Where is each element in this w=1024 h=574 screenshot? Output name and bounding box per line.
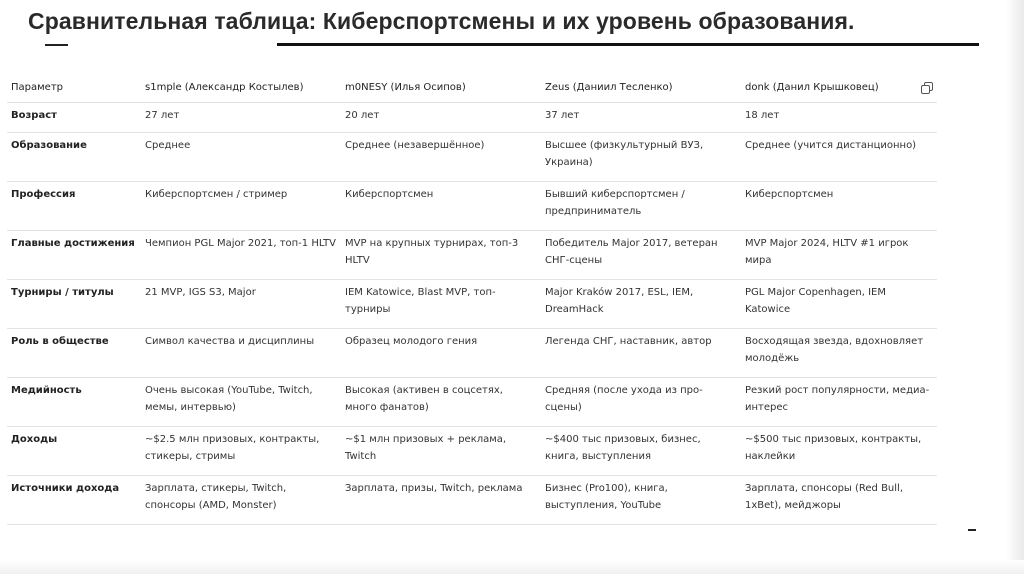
table-cell: ~$1 млн призовых + реклама, Twitch bbox=[341, 427, 541, 476]
table-cell: Зарплата, стикеры, Twitch, спонсоры (AMD, Monster) bbox=[141, 476, 341, 525]
slide-dash-mark bbox=[968, 529, 976, 531]
table-row bbox=[7, 231, 937, 280]
title-underline-right bbox=[277, 43, 979, 46]
table-cell: Киберспортсмен / стример bbox=[141, 182, 341, 231]
table-cell: 37 лет bbox=[541, 103, 741, 133]
slide-title: Сравнительная таблица: Киберспортсмены и их уровень образования. bbox=[28, 8, 855, 34]
table-cell: Легенда СНГ, наставник, автор bbox=[541, 329, 741, 378]
table-cell: Среднее bbox=[141, 133, 341, 182]
table-cell: Среднее (незавершённое) bbox=[341, 133, 541, 182]
table-cell: Высшее (физкультурный ВУЗ, Украина) bbox=[541, 133, 741, 182]
table-cell: 20 лет bbox=[341, 103, 541, 133]
header-cell bbox=[741, 75, 937, 103]
header-cell: Параметр bbox=[7, 75, 141, 103]
param-cell: Возраст bbox=[7, 103, 141, 133]
table-cell: Образец молодого гения bbox=[341, 329, 541, 378]
table-cell: Очень высокая (YouTube, Twitch, мемы, интервью) bbox=[141, 378, 341, 427]
table-row bbox=[7, 182, 937, 231]
table-row bbox=[7, 133, 937, 182]
table-cell: ~$400 тыс призовых, бизнес, книга, выступления bbox=[541, 427, 741, 476]
table-cell: Восходящая звезда, вдохновляет молодёжь bbox=[741, 329, 937, 378]
param-cell: Главные достижения bbox=[7, 231, 141, 280]
copy-icon[interactable] bbox=[921, 82, 933, 101]
table-cell: Бывший киберспортсмен / предприниматель bbox=[541, 182, 741, 231]
header-cell: s1mple (Александр Костылев) bbox=[141, 75, 341, 103]
table-row bbox=[7, 329, 937, 378]
table-row bbox=[7, 280, 937, 329]
table-cell: Чемпион PGL Major 2021, топ-1 HLTV bbox=[141, 231, 341, 280]
table-cell: Высокая (активен в соцсетях, много фанатов) bbox=[341, 378, 541, 427]
table-cell: Киберспортсмен bbox=[741, 182, 937, 231]
table-cell: Резкий рост популярности, медиа-интерес bbox=[741, 378, 937, 427]
param-cell: Роль в обществе bbox=[7, 329, 141, 378]
param-cell: Доходы bbox=[7, 427, 141, 476]
table-cell: ~$2.5 млн призовых, контракты, стикеры, стримы bbox=[141, 427, 341, 476]
table-cell: Победитель Major 2017, ветеран СНГ-сцены bbox=[541, 231, 741, 280]
table-cell: Символ качества и дисциплины bbox=[141, 329, 341, 378]
table-cell: Бизнес (Pro100), книга, выступления, YouTube bbox=[541, 476, 741, 525]
table-cell: Major Kraków 2017, ESL, IEM, DreamHack bbox=[541, 280, 741, 329]
table-cell: IEM Katowice, Blast MVP, топ-турниры bbox=[341, 280, 541, 329]
table-header-row bbox=[7, 75, 937, 103]
table-row bbox=[7, 378, 937, 427]
table-cell: PGL Major Copenhagen, IEM Katowice bbox=[741, 280, 937, 329]
table-cell: MVP на крупных турнирах, топ-3 HLTV bbox=[341, 231, 541, 280]
table-cell: ~$500 тыс призовых, контракты, наклейки bbox=[741, 427, 937, 476]
table-cell: Зарплата, призы, Twitch, реклама bbox=[341, 476, 541, 525]
param-cell: Образование bbox=[7, 133, 141, 182]
table-cell: 18 лет bbox=[741, 103, 937, 133]
table-row bbox=[7, 103, 937, 133]
table-row bbox=[7, 476, 937, 525]
table-cell: MVP Major 2024, HLTV #1 игрок мира bbox=[741, 231, 937, 280]
table-cell: 27 лет bbox=[141, 103, 341, 133]
slide-edge-shadow bbox=[1006, 0, 1024, 574]
header-cell-label: donk (Данил Крышковец) bbox=[745, 82, 879, 93]
table-cell: Средняя (после ухода из про-сцены) bbox=[541, 378, 741, 427]
table-row bbox=[7, 427, 937, 476]
title-underline-left bbox=[45, 44, 68, 46]
param-cell: Профессия bbox=[7, 182, 141, 231]
param-cell: Медийность bbox=[7, 378, 141, 427]
comparison-table bbox=[7, 75, 937, 525]
table-cell: Зарплата, спонсоры (Red Bull, 1xBet), мейджоры bbox=[741, 476, 937, 525]
table-cell: Киберспортсмен bbox=[341, 182, 541, 231]
slide-bottom-shadow bbox=[0, 560, 1024, 574]
param-cell: Источники дохода bbox=[7, 476, 141, 525]
header-cell: Zeus (Даниил Тесленко) bbox=[541, 75, 741, 103]
table-cell: Среднее (учится дистанционно) bbox=[741, 133, 937, 182]
header-cell: m0NESY (Илья Осипов) bbox=[341, 75, 541, 103]
param-cell: Турниры / титулы bbox=[7, 280, 141, 329]
table-cell: 21 MVP, IGS S3, Major bbox=[141, 280, 341, 329]
